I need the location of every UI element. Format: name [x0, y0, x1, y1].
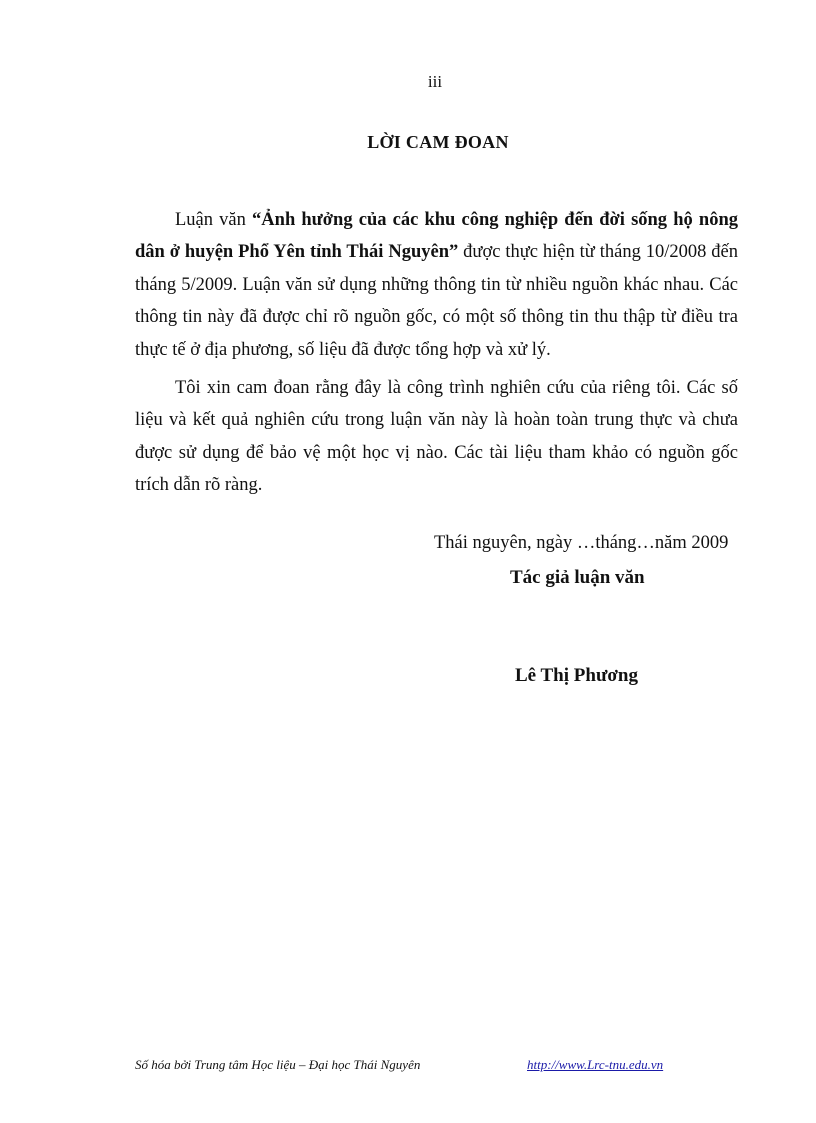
footer-url-link[interactable]: http://www.Lrc-tnu.edu.vn [527, 1057, 664, 1072]
signature-role: Tác giả luận văn [510, 567, 645, 588]
paragraph1-prefix: Luận văn [175, 210, 253, 230]
page-title: LỜI CAM ĐOAN [367, 132, 509, 152]
paragraph-declaration-2 [135, 372, 738, 502]
signature-date-line: Thái nguyên, ngày …tháng…năm 2009 [434, 533, 729, 553]
paragraph1-suffix: được thực hiện từ tháng 10/2008 đến tháng 5/2009. Luận văn sử dụng những thông tin từ nhiều nguồn khác nhau. Các thông tin này đã được chỉ rõ nguồn gốc, có một số thông tin thu thập từ điều tra thực tế ở địa phương, số liệu đã được tổng hợp và xử lý. [135, 242, 738, 360]
footer-digitized-by: Số hóa bởi Trung tâm Học liệu – Đại học Thái Nguyên [135, 1057, 421, 1072]
page-number: iii [427, 72, 443, 91]
paragraph2-text: Tôi xin cam đoan rằng đây là công trình nghiên cứu của riêng tôi. Các số liệu và kết quả nghiên cứu trong luận văn này là hoàn toàn trung thực và chưa được sử dụng để bảo vệ một học vị nào. Các tài liệu tham khảo có nguồn gốc trích dẫn rõ ràng. [135, 378, 738, 496]
signature-author-name: Lê Thị Phương [515, 665, 638, 686]
paragraph-declaration-1 [135, 204, 738, 366]
thesis-title: “Ảnh hưởng của các khu công nghiệp đến đời sống hộ nông dân ở huyện Phổ Yên tỉnh Thái Nguyên” [135, 210, 738, 263]
